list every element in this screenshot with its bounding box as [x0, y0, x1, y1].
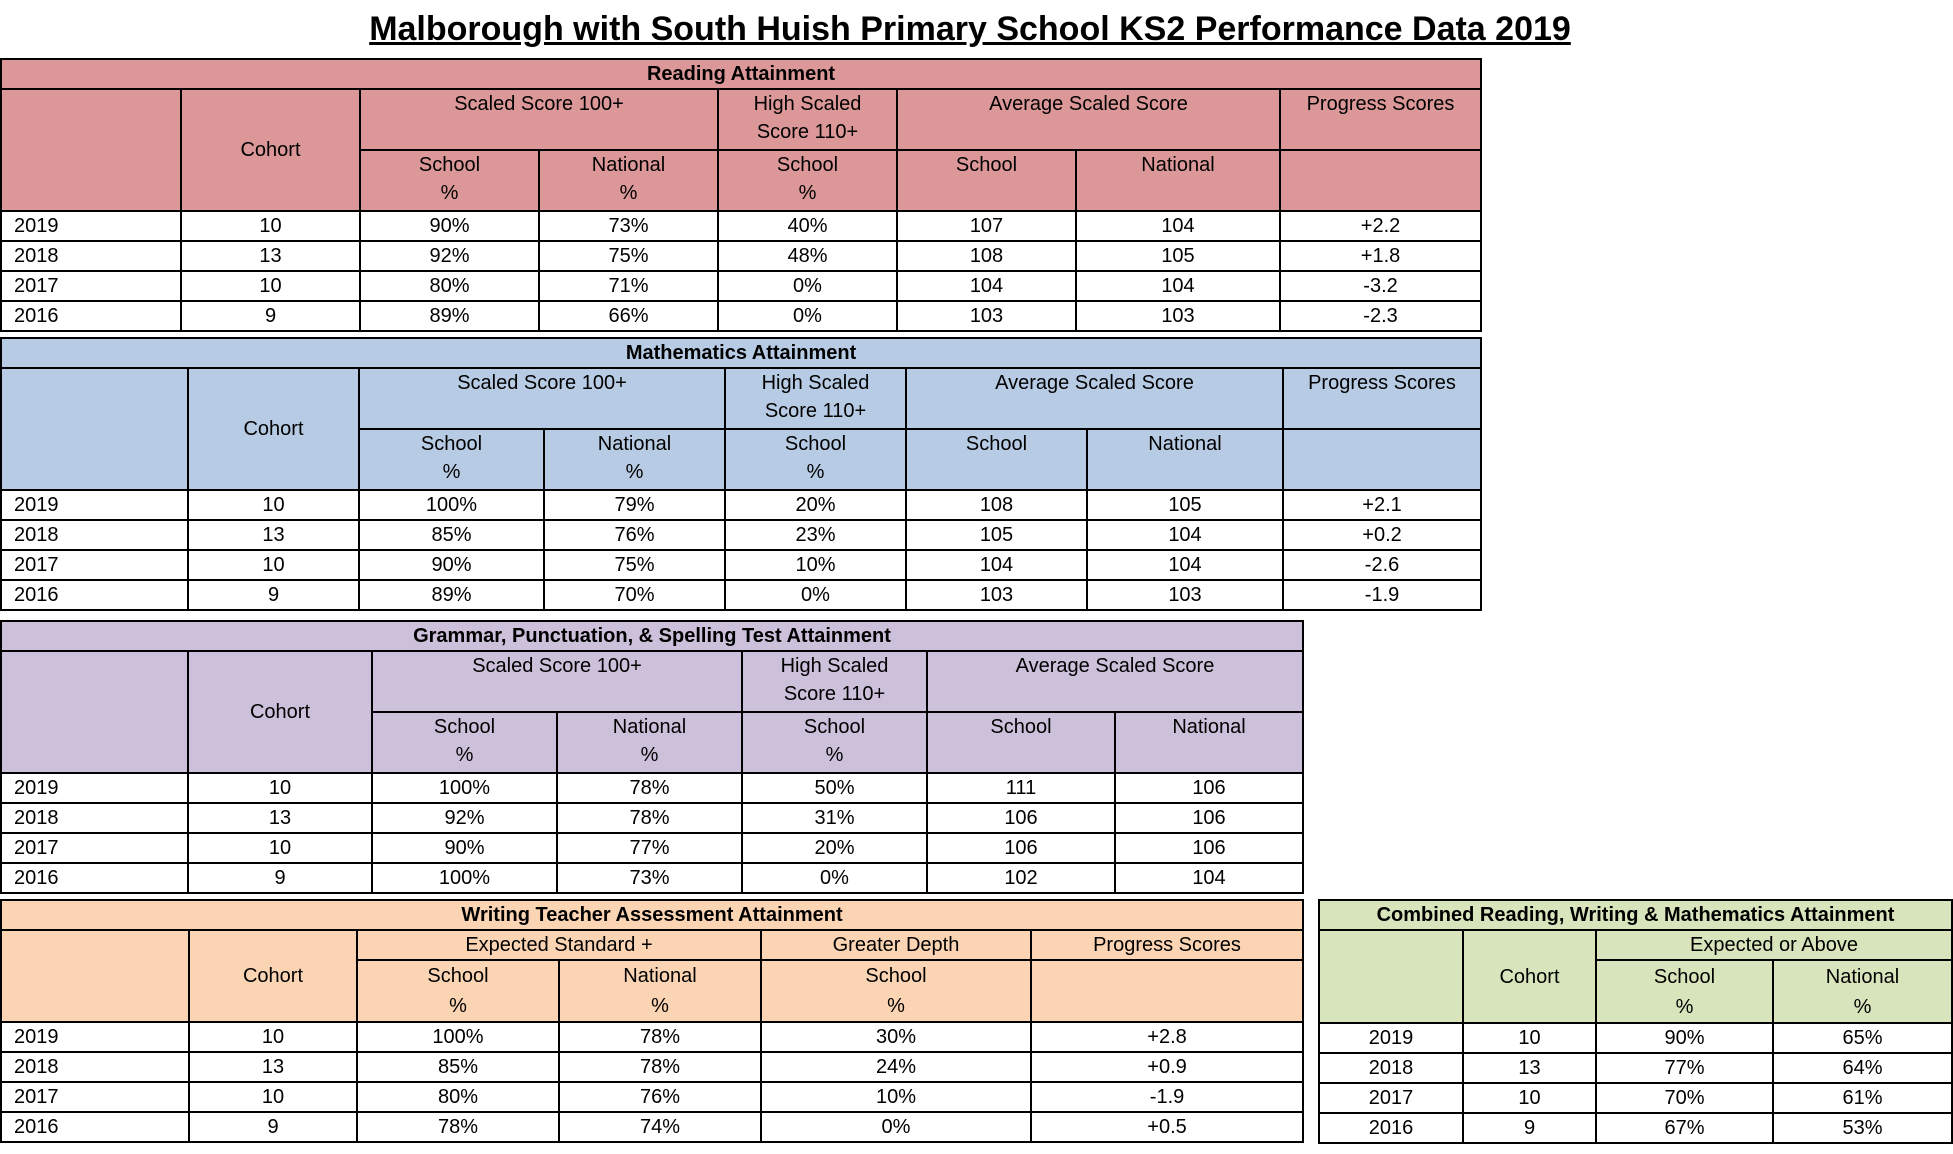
avg-national-header: National — [1076, 150, 1280, 211]
greater-depth-cell: 10% — [761, 1082, 1031, 1112]
table-row — [1, 1082, 1303, 1112]
high-scaled-header: High Scaled Score 110+ — [742, 651, 927, 712]
progress-cell: -1.9 — [1031, 1082, 1303, 1112]
table-row — [1, 1022, 1303, 1052]
cohort-cell: 10 — [189, 1022, 357, 1052]
national-pct-header: National % — [559, 960, 761, 1022]
year-cell: 2017 — [1319, 1083, 1463, 1113]
cohort-cell: 9 — [1463, 1113, 1596, 1143]
school-pct-header: School % — [357, 960, 559, 1022]
progress-cell: -2.3 — [1280, 301, 1481, 331]
progress-scores-header: Progress Scores — [1280, 89, 1481, 150]
school-100-cell: 92% — [360, 241, 539, 271]
cohort-cell: 10 — [181, 271, 360, 301]
progress-blank-cell — [1031, 960, 1303, 1022]
school-100-cell: 100% — [372, 863, 557, 893]
avg-school-cell: 106 — [927, 833, 1115, 863]
avg-national-cell: 105 — [1087, 490, 1283, 520]
expected-or-above-header: Expected or Above — [1596, 930, 1952, 960]
national-100-cell: 70% — [544, 580, 725, 610]
avg-school-header: School — [927, 712, 1115, 773]
school-110-cell: 20% — [725, 490, 906, 520]
progress-cell: +2.8 — [1031, 1022, 1303, 1052]
school-expected-cell: 85% — [357, 1052, 559, 1082]
high-school-pct-header: School % — [742, 712, 927, 773]
progress-blank-cell — [1283, 429, 1481, 490]
avg-school-cell: 103 — [897, 301, 1076, 331]
avg-school-cell: 104 — [906, 550, 1087, 580]
table-row — [1, 1112, 1303, 1142]
year-cell: 2018 — [1, 520, 188, 550]
school-pct-header: School % — [1596, 960, 1773, 1023]
progress-cell: -3.2 — [1280, 271, 1481, 301]
expected-standard-header: Expected Standard + — [357, 930, 761, 960]
cohort-header: Cohort — [188, 368, 359, 490]
national-expected-cell: 76% — [559, 1082, 761, 1112]
combined-attainment-table — [1318, 899, 1953, 1144]
school-100-cell: 90% — [359, 550, 544, 580]
school-100-cell: 90% — [372, 833, 557, 863]
national-expected-cell: 78% — [559, 1052, 761, 1082]
year-cell: 2019 — [1319, 1023, 1463, 1053]
cohort-header: Cohort — [181, 89, 360, 211]
avg-school-cell: 104 — [897, 271, 1076, 301]
school-100-cell: 89% — [360, 301, 539, 331]
table-row — [1, 773, 1303, 803]
year-cell: 2018 — [1, 1052, 189, 1082]
year-header-cell — [1319, 930, 1463, 1023]
national-expected-cell: 53% — [1773, 1113, 1952, 1143]
table-row — [1, 803, 1303, 833]
progress-cell: -1.9 — [1283, 580, 1481, 610]
table-row — [1, 271, 1481, 301]
school-100-cell: 92% — [372, 803, 557, 833]
year-cell: 2016 — [1, 301, 181, 331]
school-100-cell: 80% — [360, 271, 539, 301]
scaled-score-header: Scaled Score 100+ — [360, 89, 718, 150]
writing-attainment-table — [0, 899, 1304, 1143]
national-expected-cell: 74% — [559, 1112, 761, 1142]
year-cell: 2017 — [1, 1082, 189, 1112]
school-expected-cell: 78% — [357, 1112, 559, 1142]
table-caption: Reading Attainment — [1, 59, 1481, 89]
table-row — [1, 520, 1481, 550]
cohort-cell: 9 — [181, 301, 360, 331]
avg-national-cell: 105 — [1076, 241, 1280, 271]
school-110-cell: 23% — [725, 520, 906, 550]
national-expected-cell: 64% — [1773, 1053, 1952, 1083]
year-header-cell — [1, 930, 189, 1022]
scaled-score-header: Scaled Score 100+ — [359, 368, 725, 429]
avg-national-cell: 104 — [1076, 271, 1280, 301]
avg-school-header: School — [906, 429, 1087, 490]
high-school-pct-header: School % — [725, 429, 906, 490]
year-header-cell — [1, 89, 181, 211]
table-row — [1, 580, 1481, 610]
progress-scores-header: Progress Scores — [1283, 368, 1481, 429]
school-expected-cell: 67% — [1596, 1113, 1773, 1143]
national-100-cell: 78% — [557, 803, 742, 833]
school-110-cell: 20% — [742, 833, 927, 863]
school-110-cell: 40% — [718, 211, 897, 241]
year-header-cell — [1, 651, 188, 773]
avg-school-cell: 108 — [897, 241, 1076, 271]
school-110-cell: 0% — [742, 863, 927, 893]
avg-school-header: School — [897, 150, 1076, 211]
avg-national-cell: 103 — [1087, 580, 1283, 610]
year-cell: 2017 — [1, 271, 181, 301]
progress-cell: -2.6 — [1283, 550, 1481, 580]
national-100-cell: 73% — [539, 211, 718, 241]
school-expected-cell: 90% — [1596, 1023, 1773, 1053]
national-pct-header: National % — [544, 429, 725, 490]
progress-blank-cell — [1280, 150, 1481, 211]
gps-attainment-table — [0, 620, 1304, 894]
cohort-cell: 10 — [189, 1082, 357, 1112]
table-row — [1, 833, 1303, 863]
table-caption: Mathematics Attainment — [1, 338, 1481, 368]
table-row — [1319, 1053, 1952, 1083]
school-expected-cell: 80% — [357, 1082, 559, 1112]
progress-scores-header: Progress Scores — [1031, 930, 1303, 960]
table-row — [1319, 1023, 1952, 1053]
table-row — [1319, 1083, 1952, 1113]
table-row — [1, 490, 1481, 520]
table-caption: Combined Reading, Writing & Mathematics Attainment — [1319, 900, 1952, 930]
cohort-cell: 10 — [1463, 1023, 1596, 1053]
table-row — [1, 863, 1303, 893]
high-scaled-header: High Scaled Score 110+ — [718, 89, 897, 150]
school-100-cell: 90% — [360, 211, 539, 241]
national-100-cell: 75% — [539, 241, 718, 271]
avg-national-header: National — [1087, 429, 1283, 490]
year-cell: 2016 — [1, 1112, 189, 1142]
school-expected-cell: 77% — [1596, 1053, 1773, 1083]
cohort-cell: 10 — [181, 211, 360, 241]
avg-national-cell: 104 — [1087, 520, 1283, 550]
cohort-header: Cohort — [1463, 930, 1596, 1023]
greater-depth-header: Greater Depth — [761, 930, 1031, 960]
national-100-cell: 79% — [544, 490, 725, 520]
school-expected-cell: 70% — [1596, 1083, 1773, 1113]
reading-attainment-table — [0, 58, 1482, 332]
table-row — [1, 1052, 1303, 1082]
greater-school-pct-header: School % — [761, 960, 1031, 1022]
year-cell: 2019 — [1, 1022, 189, 1052]
table-row — [1, 301, 1481, 331]
progress-cell: +2.1 — [1283, 490, 1481, 520]
national-expected-cell: 61% — [1773, 1083, 1952, 1113]
avg-school-cell: 111 — [927, 773, 1115, 803]
national-100-cell: 73% — [557, 863, 742, 893]
national-100-cell: 76% — [544, 520, 725, 550]
year-cell: 2017 — [1, 833, 188, 863]
cohort-cell: 13 — [188, 520, 359, 550]
mathematics-attainment-table — [0, 337, 1482, 611]
school-110-cell: 50% — [742, 773, 927, 803]
cohort-cell: 10 — [1463, 1083, 1596, 1113]
high-scaled-header: High Scaled Score 110+ — [725, 368, 906, 429]
avg-national-cell: 103 — [1076, 301, 1280, 331]
school-expected-cell: 100% — [357, 1022, 559, 1052]
year-cell: 2016 — [1, 863, 188, 893]
avg-school-cell: 103 — [906, 580, 1087, 610]
year-header-cell — [1, 368, 188, 490]
progress-cell: +1.8 — [1280, 241, 1481, 271]
avg-national-cell: 106 — [1115, 803, 1303, 833]
table-caption: Writing Teacher Assessment Attainment — [1, 900, 1303, 930]
school-110-cell: 0% — [718, 271, 897, 301]
year-cell: 2019 — [1, 773, 188, 803]
high-school-pct-header: School % — [718, 150, 897, 211]
avg-school-cell: 106 — [927, 803, 1115, 833]
table-row — [1, 550, 1481, 580]
school-pct-header: School % — [360, 150, 539, 211]
school-110-cell: 48% — [718, 241, 897, 271]
average-scaled-header: Average Scaled Score — [927, 651, 1303, 712]
school-100-cell: 100% — [359, 490, 544, 520]
national-100-cell: 75% — [544, 550, 725, 580]
school-110-cell: 0% — [725, 580, 906, 610]
national-pct-header: National % — [1773, 960, 1952, 1023]
national-pct-header: National % — [557, 712, 742, 773]
avg-national-header: National — [1115, 712, 1303, 773]
year-cell: 2018 — [1, 241, 181, 271]
table-row — [1319, 1113, 1952, 1143]
national-100-cell: 78% — [557, 773, 742, 803]
progress-cell: +0.2 — [1283, 520, 1481, 550]
progress-cell: +2.2 — [1280, 211, 1481, 241]
year-cell: 2018 — [1319, 1053, 1463, 1083]
greater-depth-cell: 24% — [761, 1052, 1031, 1082]
national-expected-cell: 78% — [559, 1022, 761, 1052]
year-cell: 2018 — [1, 803, 188, 833]
cohort-cell: 10 — [188, 490, 359, 520]
national-100-cell: 77% — [557, 833, 742, 863]
cohort-header: Cohort — [188, 651, 372, 773]
cohort-cell: 10 — [188, 833, 372, 863]
cohort-cell: 9 — [188, 863, 372, 893]
cohort-cell: 13 — [181, 241, 360, 271]
avg-national-cell: 104 — [1087, 550, 1283, 580]
school-pct-header: School % — [372, 712, 557, 773]
year-cell: 2019 — [1, 211, 181, 241]
national-100-cell: 66% — [539, 301, 718, 331]
avg-national-cell: 104 — [1115, 863, 1303, 893]
table-row — [1, 211, 1481, 241]
year-cell: 2016 — [1319, 1113, 1463, 1143]
average-scaled-header: Average Scaled Score — [897, 89, 1280, 150]
cohort-header: Cohort — [189, 930, 357, 1022]
avg-national-cell: 104 — [1076, 211, 1280, 241]
year-cell: 2019 — [1, 490, 188, 520]
cohort-cell: 9 — [189, 1112, 357, 1142]
school-110-cell: 31% — [742, 803, 927, 833]
avg-school-cell: 102 — [927, 863, 1115, 893]
table-caption: Grammar, Punctuation, & Spelling Test Attainment — [1, 621, 1303, 651]
page-title: Malborough with South Huish Primary School KS2 Performance Data 2019 — [369, 10, 1571, 48]
national-pct-header: National % — [539, 150, 718, 211]
cohort-cell: 13 — [188, 803, 372, 833]
national-expected-cell: 65% — [1773, 1023, 1952, 1053]
progress-cell: +0.5 — [1031, 1112, 1303, 1142]
school-100-cell: 89% — [359, 580, 544, 610]
year-cell: 2016 — [1, 580, 188, 610]
avg-school-cell: 107 — [897, 211, 1076, 241]
table-row — [1, 241, 1481, 271]
year-cell: 2017 — [1, 550, 188, 580]
scaled-score-header: Scaled Score 100+ — [372, 651, 742, 712]
avg-school-cell: 105 — [906, 520, 1087, 550]
avg-national-cell: 106 — [1115, 833, 1303, 863]
cohort-cell: 10 — [188, 550, 359, 580]
greater-depth-cell: 30% — [761, 1022, 1031, 1052]
cohort-cell: 13 — [1463, 1053, 1596, 1083]
cohort-cell: 10 — [188, 773, 372, 803]
progress-cell: +0.9 — [1031, 1052, 1303, 1082]
greater-depth-cell: 0% — [761, 1112, 1031, 1142]
school-pct-header: School % — [359, 429, 544, 490]
school-100-cell: 100% — [372, 773, 557, 803]
school-110-cell: 0% — [718, 301, 897, 331]
national-100-cell: 71% — [539, 271, 718, 301]
school-110-cell: 10% — [725, 550, 906, 580]
avg-school-cell: 108 — [906, 490, 1087, 520]
cohort-cell: 9 — [188, 580, 359, 610]
cohort-cell: 13 — [189, 1052, 357, 1082]
avg-national-cell: 106 — [1115, 773, 1303, 803]
school-100-cell: 85% — [359, 520, 544, 550]
average-scaled-header: Average Scaled Score — [906, 368, 1283, 429]
